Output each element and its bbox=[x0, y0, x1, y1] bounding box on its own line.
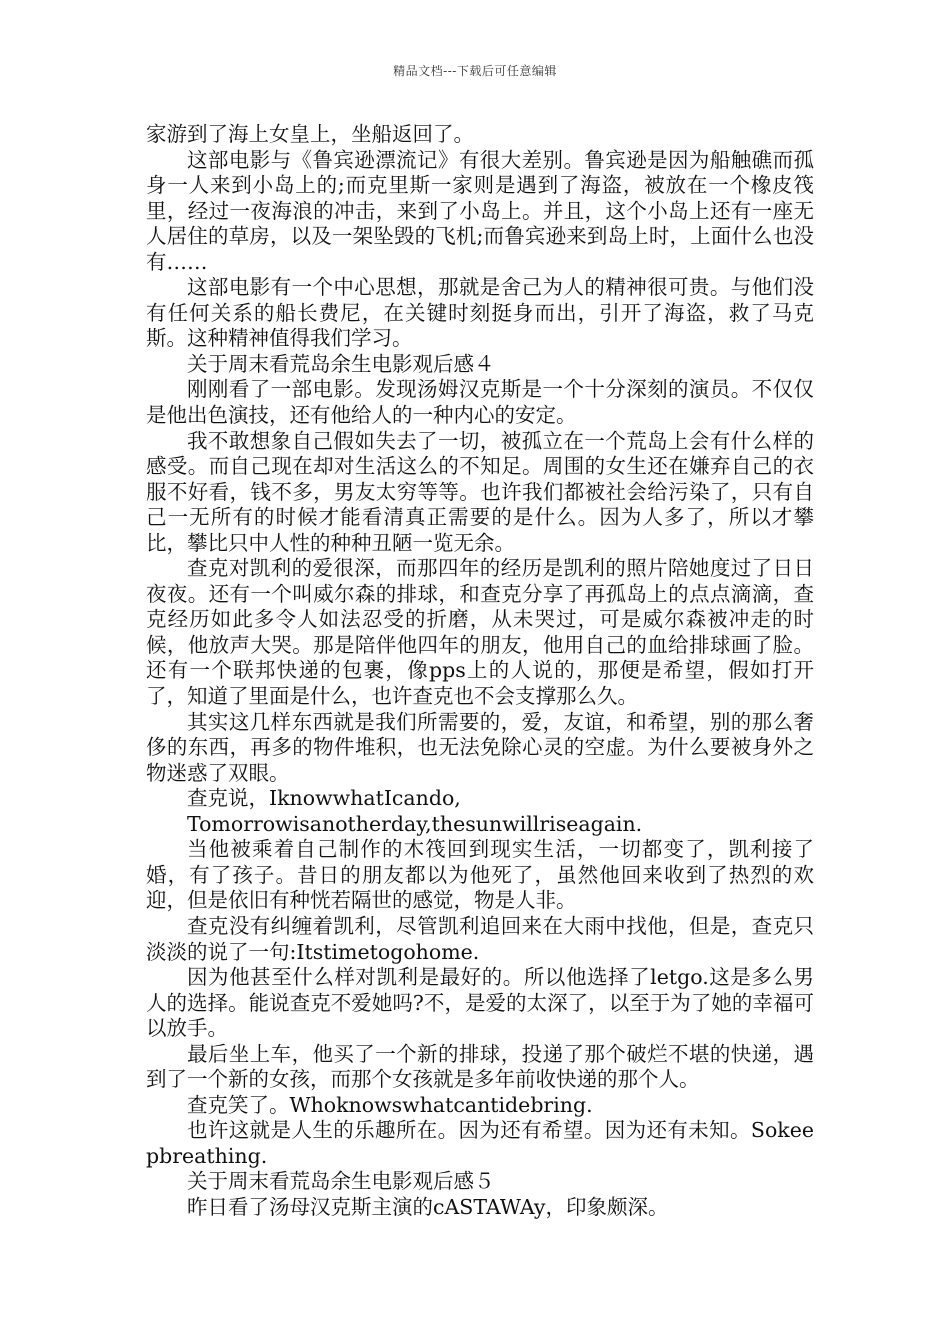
paragraph-7: 查克对凯利的爱很深，而那四年的经历是凯利的照片陪她度过了日日夜夜。还有一个叫威尔森的排球，和查克分享了再孤岛上的点点滴滴，查克经历如此多令人如法忍受的折磨，从未哭过，可是威尔森被冲走的时候，他放声大哭。那是陪伴他四年的朋友，他用自己的血给排球画了脸。还有一个联邦快递的包裹，像pps上的人说的，那便是希望，假如打开了，知道了里面是什么，也许查克也不会支撑那么久。 bbox=[146, 556, 814, 709]
paragraph-10: Tomorrowisanotherday,thesunwillriseagain. bbox=[187, 811, 643, 836]
paragraph-8: 其实这几样东西就是我们所需要的，爱，友谊，和希望，别的那么奢侈的东西，再多的物件堆积，也无法免除心灵的空虚。为什么要被身外之物迷惑了双眼。 bbox=[146, 709, 814, 785]
paragraph-6: 我不敢想象自己假如失去了一切，被孤立在一个荒岛上会有什么样的感受。而自己现在却对生活这么的不知足。周围的女生还在嫌弃自己的衣服不好看，钱不多，男友太穷等等。也许我们都被社会给污染了，只有自己一无所有的时候才能看清真正需要的是什么。因为人多了，所以才攀比，攀比只中人性的种种丑陋一览无余。 bbox=[146, 428, 814, 555]
paragraph-12: 查克没有纠缠着凯利，尽管凯利追回来在大雨中找他，但是，查克只淡淡的说了一句:Itstimetogohome. bbox=[146, 913, 814, 964]
paragraph-11: 当他被乘着自己制作的木筏回到现实生活，一切都变了，凯利接了婚，有了孩子。昔日的朋友都以为他死了，虽然他回来收到了热烈的欢迎，但是依旧有种恍若隔世的感觉，物是人非。 bbox=[146, 837, 814, 913]
document-body bbox=[146, 122, 814, 1221]
paragraph-3: 这部电影有一个中心思想，那就是舍己为人的精神很可贵。与他们没有任何关系的船长费尼，在关键时刻挺身而出，引开了海盗，救了马克斯。这种精神值得我们学习。 bbox=[146, 275, 814, 351]
section-heading-4: 关于周末看荒岛余生电影观后感４ bbox=[187, 351, 495, 376]
paragraph-1: 家游到了海上女皇上，坐船返回了。 bbox=[146, 122, 474, 146]
paragraph-5: 刚刚看了一部电影。发现汤姆汉克斯是一个十分深刻的演员。不仅仅是他出色演技，还有他给人的一种内心的安定。 bbox=[146, 377, 814, 428]
section-heading-5: 关于周末看荒岛余生电影观后感５ bbox=[187, 1169, 495, 1194]
paragraph-9: 查克说，IknowwhatIcando, bbox=[187, 786, 461, 811]
paragraph-16: 也许这就是人生的乐趣所在。因为还有希望。因为还有未知。Sokeepbreathing. bbox=[146, 1118, 814, 1168]
paragraph-14: 最后坐上车，他买了一个新的排球，投递了那个破烂不堪的快递，遇到了一个新的女孩，而那个女孩就是多年前收快递的那个人。 bbox=[146, 1041, 814, 1092]
paragraph-13: 因为他甚至什么样对凯利是最好的。所以他选择了letgo.这是多么男人的选择。能说查克不爱她吗?不，是爱的太深了，以至于为了她的幸福可以放手。 bbox=[146, 965, 814, 1041]
paragraph-15: 查克笑了。Whoknowswhatcantidebring. bbox=[187, 1092, 593, 1117]
paragraph-2: 这部电影与《鲁宾逊漂流记》有很大差别。鲁宾逊是因为船触礁而孤身一人来到小岛上的;而克里斯一家则是遇到了海盗，被放在一个橡皮筏里，经过一夜海浪的冲击，来到了小岛上。并且，这个小岛上还有一座无人居住的草房，以及一架坠毁的飞机;而鲁宾逊来到岛上时，上面什么也没有…… bbox=[146, 147, 814, 274]
page-header: 精品文档---下载后可任意编辑 bbox=[393, 64, 557, 78]
paragraph-18: 昨日看了汤母汉克斯主演的cASTAWAy，印象颇深。 bbox=[187, 1194, 669, 1219]
